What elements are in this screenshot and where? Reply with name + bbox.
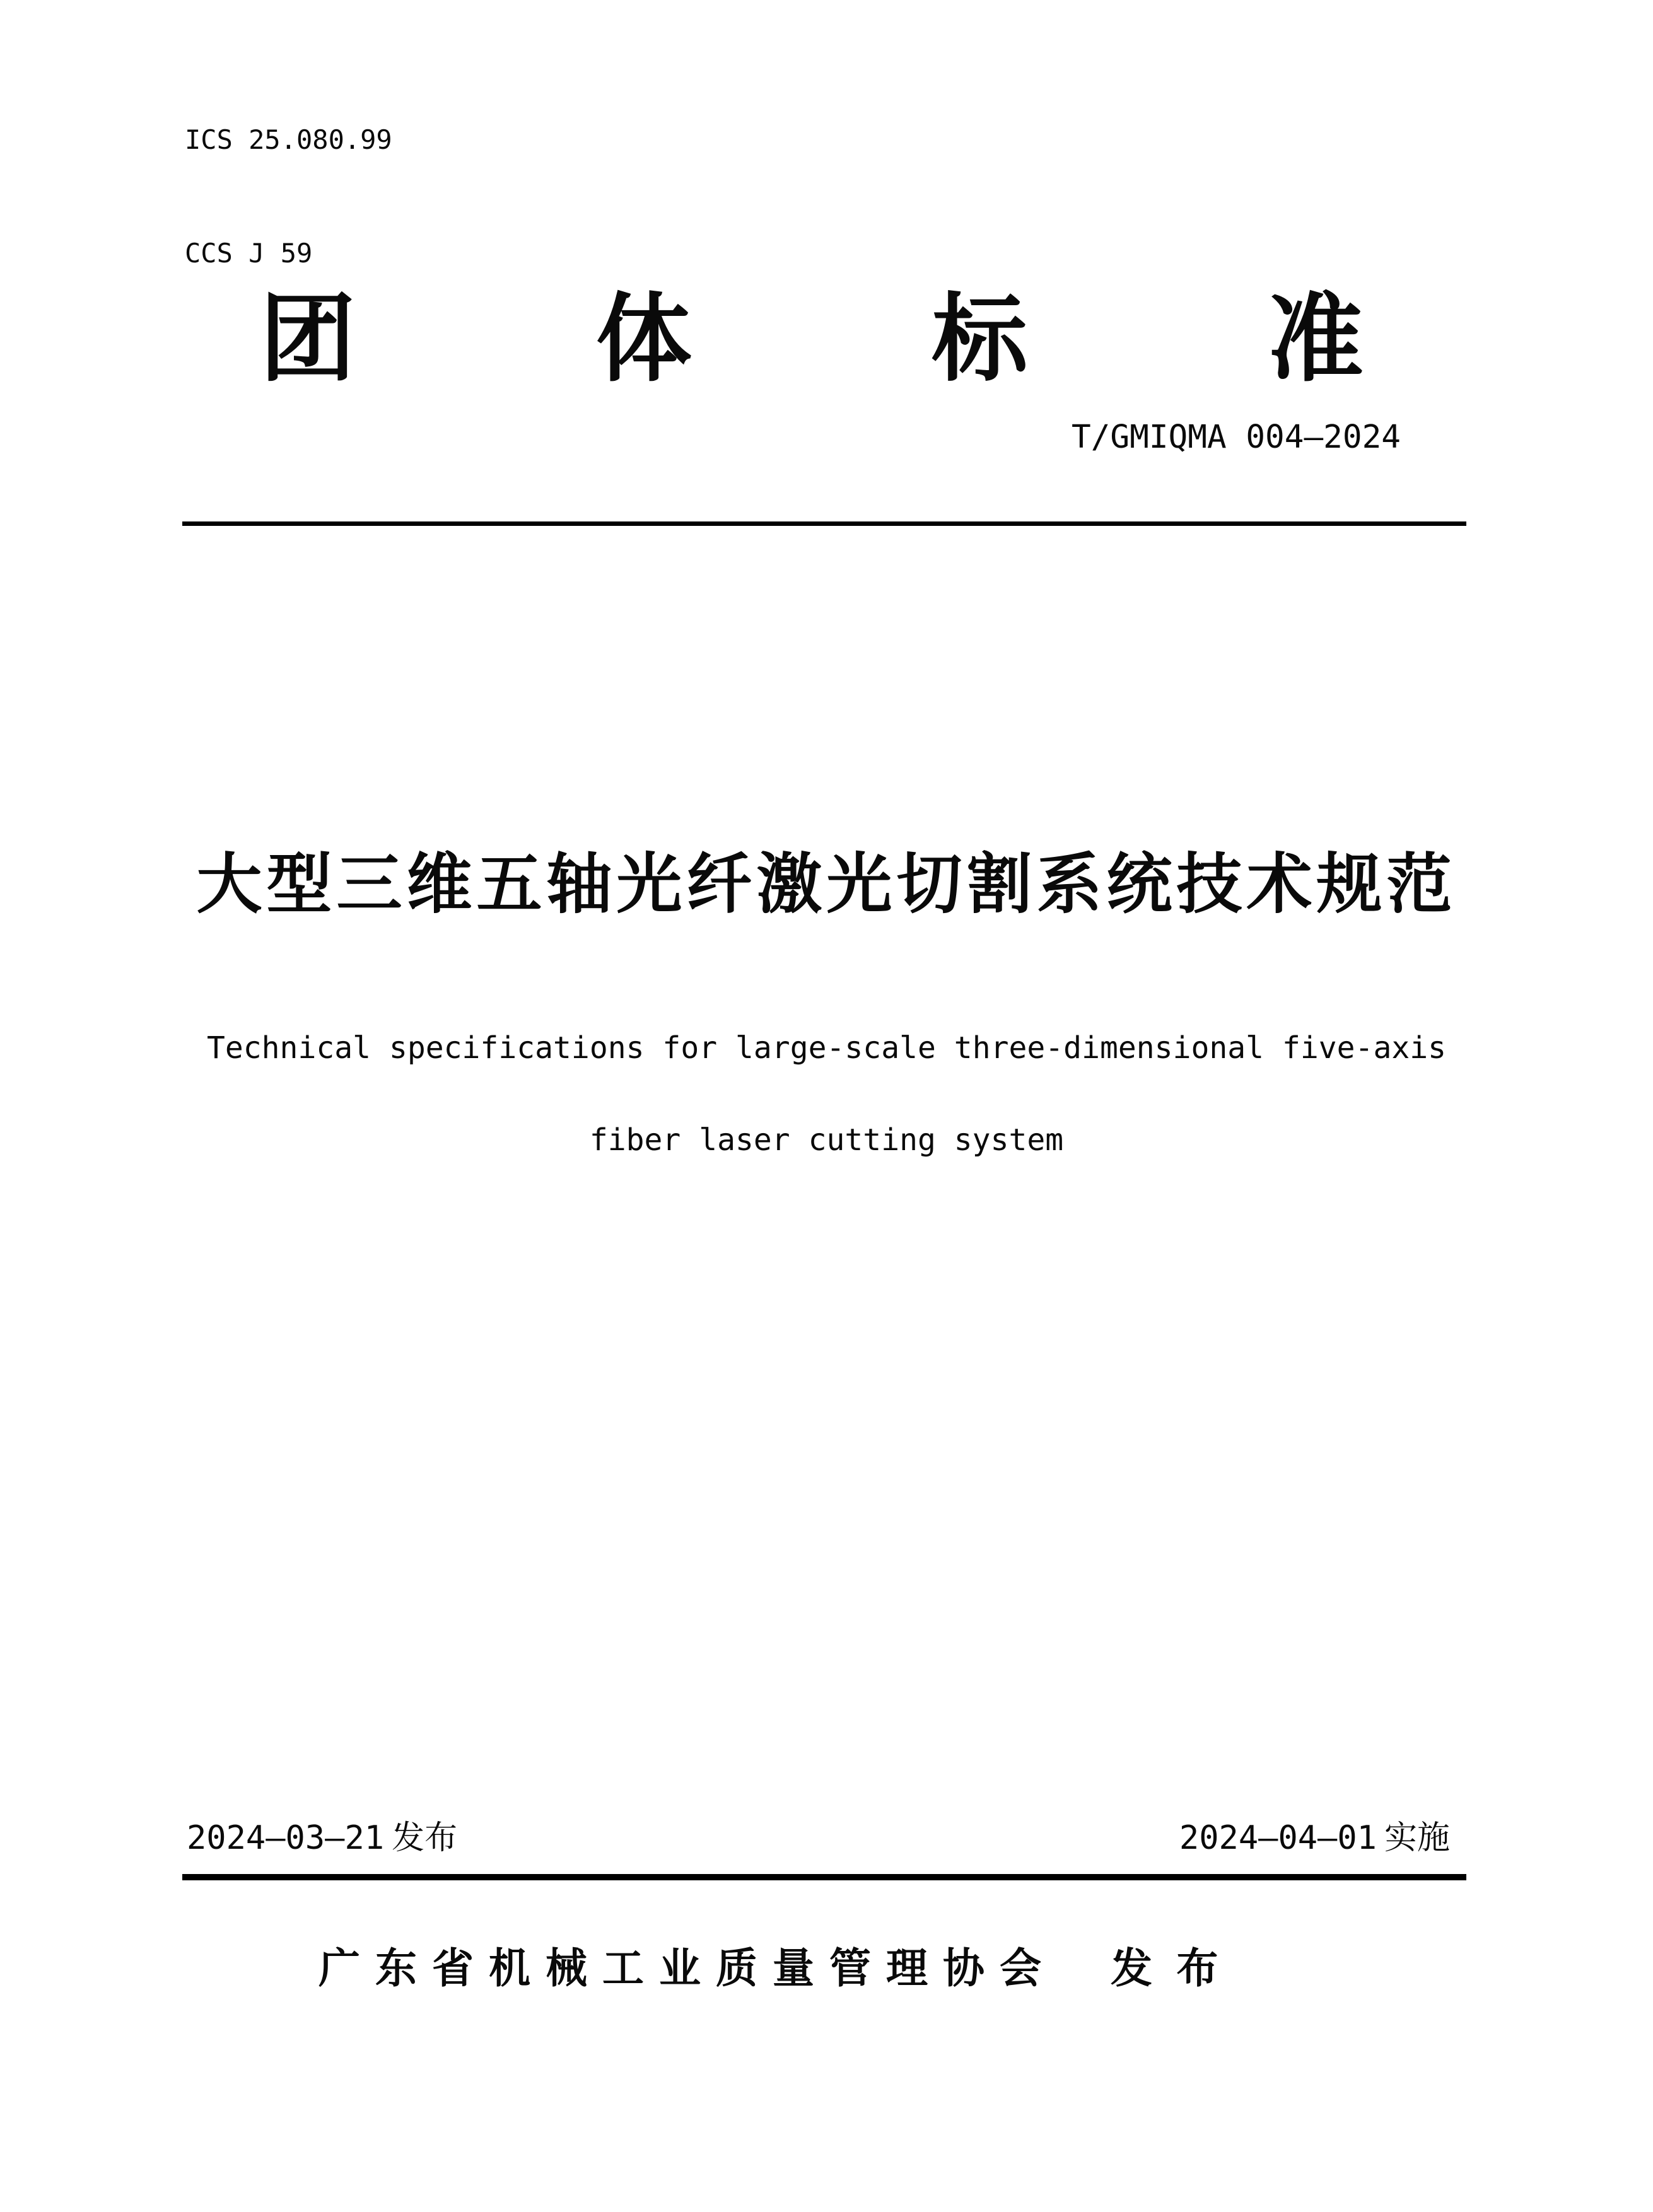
publisher-row <box>318 1935 1224 1994</box>
main-title-zh: 大型三维五轴光纤激光切割系统技术规范 <box>196 848 1457 921</box>
doc-type-char-1: 团 <box>260 286 356 393</box>
ccs-code: CCS J 59 <box>185 238 313 269</box>
issue-date-label: 发布 <box>392 1820 458 1856</box>
top-divider-rule <box>182 521 1466 526</box>
implement-date-value: 2024—04—01 <box>1179 1819 1377 1857</box>
standard-number: T/GMIQMA 004—2024 <box>1072 419 1401 456</box>
issue-date-row <box>187 1811 457 1858</box>
publish-action-label: 发 布 <box>1111 1945 1225 1991</box>
doc-type-char-2: 体 <box>595 286 692 393</box>
issue-date-value: 2024—03—21 <box>187 1819 385 1857</box>
implement-date-label: 实施 <box>1384 1820 1450 1856</box>
bottom-divider-rule <box>182 1874 1466 1880</box>
doc-type-char-4: 准 <box>1267 286 1364 393</box>
title-en-line2: fiber laser cutting system <box>589 1122 1064 1158</box>
publisher-name: 广东省机械工业质量管理协会 <box>318 1945 1056 1991</box>
doc-type-headline <box>260 286 1364 393</box>
doc-type-char-3: 标 <box>932 286 1028 393</box>
ics-code: ICS 25.080.99 <box>185 124 392 155</box>
implement-date-row <box>1179 1811 1450 1858</box>
title-en-line1: Technical specifications for large-scale three-dimensional five-axis <box>206 1030 1447 1066</box>
